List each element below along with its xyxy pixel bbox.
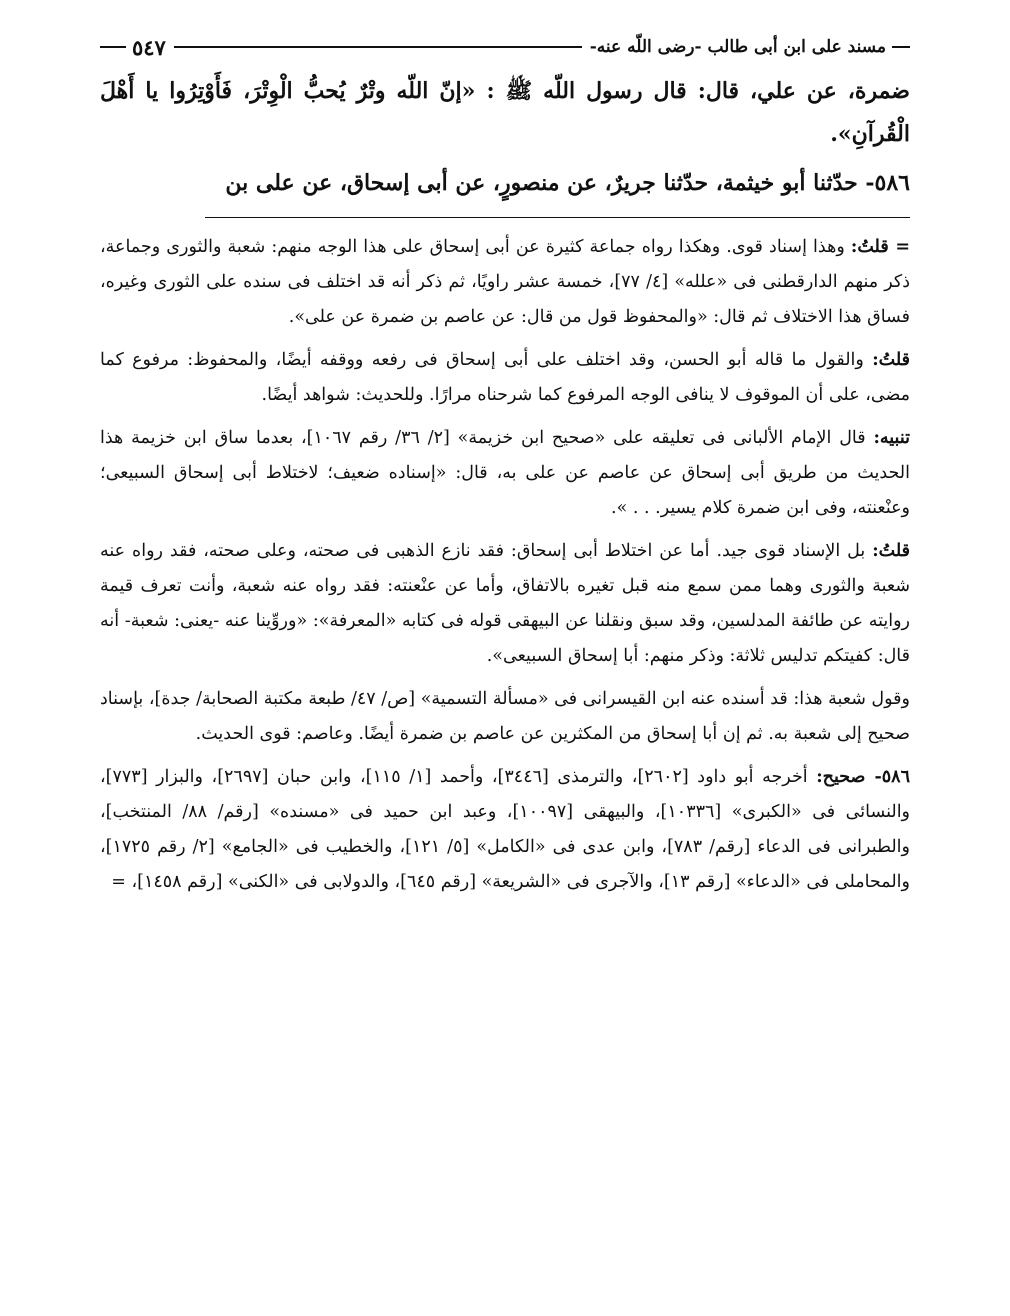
header-rule-tail [100,46,126,48]
footnote-text: والقول ما قاله أبو الحسن، وقد اختلف على أبى إسحاق فى رفعه ووقفه أيضًا، والمحفوظ: مرفوع كما مضى، على أن الموقوف لا ينافى الوجه المرفوع كما شرحناه مرارًا. وللحديث: شواهد أيضًا. [100,350,910,405]
hadith-quote: «إنّ اللّه وتْرٌ يُحبُّ الْوِتْرَ، فَأَوْتِرُوا يا أَهْلَ الْقُرآنِ». [100,78,910,147]
footnote-paragraph [100,343,910,413]
footnote-paragraph [100,682,910,752]
footnote-text: وقول شعبة هذا: قد أسنده عنه ابن القيسرانى فى «مسألة التسمية» [ص/ ٤٧/ طبعة مكتبة الصحابة/ جدة]، بإسناد صحيح إلى شعبة به. ثم إن أبا إسحاق من المكثرين عن عاصم بن ضمرة أيضًا. وعاصم: قوى الحديث. [100,689,910,744]
footnote-lead: قلتُ: [872,541,910,561]
main-text-continuation [100,70,910,156]
footnote-lead: قلتُ: [872,350,910,370]
footnote-paragraph [100,760,910,900]
footnote-text: بل الإسناد قوى جيد. أما عن اختلاط أبى إسحاق: فقد نازع الذهبى فى صحته، وعلى صحته، فقد رواه عنه شعبة والثورى وهما ممن سمع منه قبل تغيره بالاتفاق، وأما عن عنْعنته: فقد رواه عنه شعبة، وأنت تعرف قيمة روايته عن طائفة المدلسين، وقد سبق ونقلنا عن البيهقى قوله فى كتابه «المعرفة»: «وروِّينا عنه -يعنى: شعبة- أنه قال: كفيتكم تدليس ثلاثة: وذكر منهم: أبا إسحاق السبيعى». [100,541,910,666]
hadith-586 [100,162,910,205]
main-text-prefix: ضمرة، عن علي، قال: قال رسول اللّه ﷺ : [475,78,910,104]
footnotes [100,230,910,900]
footnote-paragraph [100,421,910,526]
running-title: مسند على ابن أبى طالب -رضى اللّه عنه- [589,37,886,57]
footnote-lead: = قلتُ: [850,237,910,257]
footnote-text: أخرجه أبو داود [٢٦٠٢]، والترمذى [٣٤٤٦]، وأحمد [١/ ١١٥]، وابن حبان [٢٦٩٧]، والبزار [٧٧٣]، والنسائى فى «الكبرى» [١٠٣٣٦]، والبيهقى [١٠٠٩٧]، وعبد ابن حميد فى «مسنده» [رقم/ ٨٨/ المنتخب]، والطبرانى فى الدعاء [رقم/ ٧٨٣]، وابن عدى فى «الكامل» [٥/ ١٢١]، والخطيب فى «الجامع» [٢/ رقم ١٧٢٥]، والمحاملى فى «الدعاء» [رقم ١٣]، والآجرى فى «الشريعة» [رقم ٦٤٥]، والدولابى فى «الكنى» [رقم ١٤٥٨]، = [100,767,911,892]
header-rule-lead [892,46,910,48]
hadith-number: ٥٨٦- [865,170,910,196]
footnote-text: وهذا إسناد قوى. وهكذا رواه جماعة كثيرة عن أبى إسحاق على هذا الوجه منهم: شعبة والثورى وجماعة، ذكر منهم الدارقطنى فى «علله» [٤/ ٧٧]، خمسة عشر راويًا، ثم ذكر أنه قد اختلف فى سنده على الثورى وغيره، فساق هذا الاختلاف ثم قال: «والمحفوظ قول من قال: عن عاصم بن ضمرة عن على». [100,237,910,327]
footnote-text: قال الإمام الألبانى فى تعليقه على «صحيح ابن خزيمة» [٢/ ٣٦/ رقم ١٠٦٧]، بعدما ساق ابن خزيمة هذا الحديث من طريق أبى إسحاق عن عاصم عن على به، قال: «إسناده ضعيف؛ لاختلاط أبى إسحاق السبيعى؛ وعنْعنته، وفى ابن ضمرة كلام يسير. . . ». [100,428,910,518]
running-header [100,34,910,60]
header-rule [174,46,582,48]
footnote-paragraph [100,534,910,674]
footnote-paragraph [100,230,910,335]
footnote-separator [205,217,910,218]
hadith-text: حدّثنا أبو خيثمة، حدّثنا جريرٌ، عن منصورٍ، عن أبى إسحاق، عن على بن [225,170,866,196]
footnote-lead: تنبيه: [873,428,910,448]
page-number: ٥٤٧ [132,34,166,60]
footnote-lead: ٥٨٦- صحيح: [816,767,910,787]
